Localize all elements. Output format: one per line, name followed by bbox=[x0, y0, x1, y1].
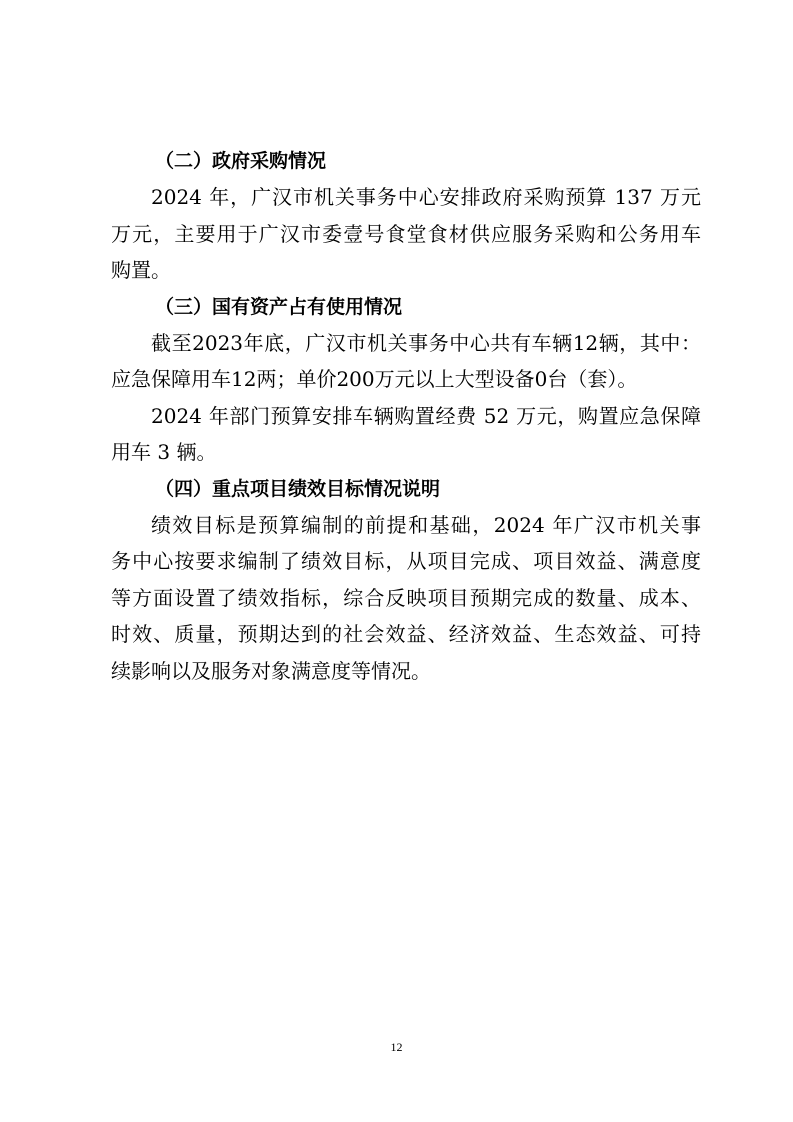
paragraph-procurement bbox=[111, 179, 701, 289]
text-line: 务中心按要求编制了绩效目标，从项目完成、项目效益、满意度 bbox=[111, 549, 701, 573]
text-line: 购置。 bbox=[111, 258, 171, 282]
paragraph-performance bbox=[111, 507, 701, 690]
text-line: 时效、质量，预期达到的社会效益、经济效益、生态效益、可持 bbox=[111, 622, 701, 646]
section-heading-procurement: （二）政府采购情况 bbox=[155, 150, 327, 172]
section-heading-performance: （四）重点项目绩效目标情况说明 bbox=[155, 477, 441, 500]
text-line: 绩效目标是预算编制的前提和基础，2024 年广汉市机关事 bbox=[151, 512, 701, 537]
page-number: 12 bbox=[390, 1040, 403, 1054]
section-heading-assets: （三）国有资产占有使用情况 bbox=[155, 295, 403, 318]
text-line: 2024 年，广汉市机关事务中心安排政府采购预算 137 万元 bbox=[151, 185, 701, 209]
text-line: 用车 3 辆。 bbox=[111, 440, 217, 464]
text-line: 2024 年部门预算安排车辆购置经费 52 万元，购置应急保障 bbox=[151, 403, 701, 428]
text-line: 应急保障用车12两；单价200万元以上大型设备0台（套）。 bbox=[111, 367, 638, 391]
text-line: 万元，主要用于广汉市委壹号食堂食材供应服务采购和公务用车 bbox=[111, 221, 701, 246]
document-body bbox=[111, 143, 701, 689]
text-line: 等方面设置了绩效指标，综合反映项目预期完成的数量、成本、 bbox=[111, 585, 701, 610]
text-line: 截至2023年底，广汉市机关事务中心共有车辆12辆，其中： bbox=[151, 330, 701, 355]
paragraph-vehicle-budget bbox=[111, 398, 701, 471]
paragraph-vehicle-count bbox=[111, 325, 701, 398]
text-line: 续影响以及服务对象满意度等情况。 bbox=[111, 658, 431, 683]
